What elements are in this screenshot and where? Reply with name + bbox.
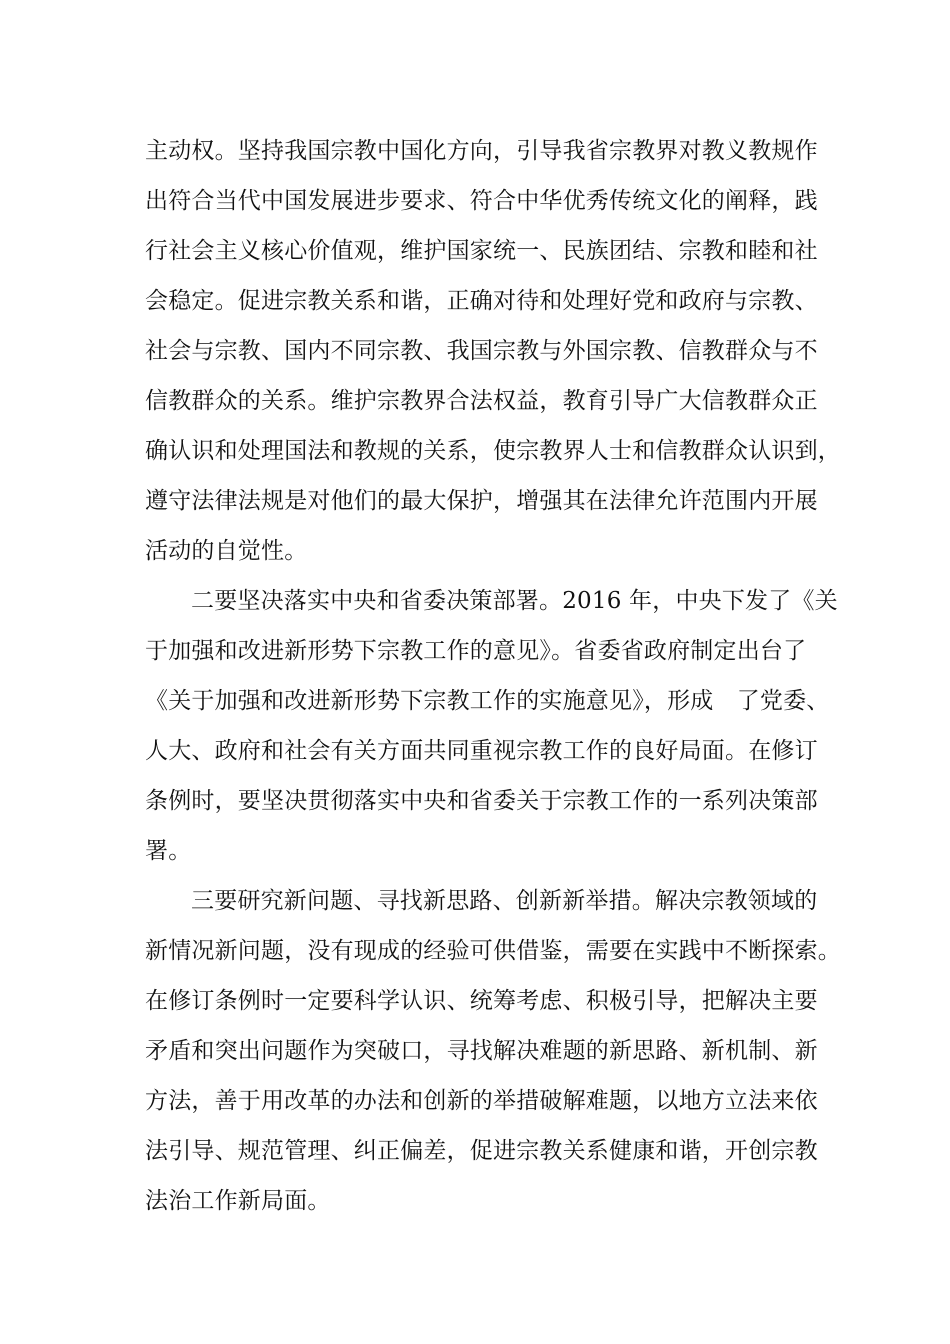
text-line: 活动的自觉性。 [145, 538, 308, 564]
text-line: 署。 [145, 838, 192, 864]
text-line: 确认识和处理国法和教规的关系，使宗教界人士和信教群众认识到， [145, 438, 841, 464]
paragraph-start-line: 二要坚决落实中央和省委决策部署。2016 年，中央下发了《关 [191, 588, 838, 614]
text-line: 出符合当代中国发展进步要求、符合中华优秀传统文化的阐释，践 [145, 188, 818, 214]
text-line: 信教群众的关系。维护宗教界合法权益，教育引导广大信教群众正 [145, 388, 818, 414]
text-line: 人大、政府和社会有关方面共同重视宗教工作的良好局面。在修订 [145, 738, 818, 764]
text-line: 社会与宗教、国内不同宗教、我国宗教与外国宗教、信教群众与不 [145, 338, 818, 364]
text-line: 法引导、规范管理、纠正偏差，促进宗教关系健康和谐，开创宗教 [145, 1138, 818, 1164]
text-line: 法治工作新局面。 [145, 1188, 331, 1214]
text-line: 矛盾和突出问题作为突破口，寻找解决难题的新思路、新机制、新 [145, 1038, 818, 1064]
text-line: 于加强和改进新形势下宗教工作的意见》。省委省政府制定出台了 [145, 638, 807, 664]
paragraph-start-line: 三要研究新问题、寻找新思路、创新新举措。解决宗教领域的 [191, 888, 818, 914]
text-line: 新情况新问题，没有现成的经验可供借鉴，需要在实践中不断探索。 [145, 938, 841, 964]
text-line: 行社会主义核心价值观，维护国家统一、民族团结、宗教和睦和社 [145, 238, 818, 264]
text-line: 方法，善于用改革的办法和创新的举措破解难题，以地方立法来依 [145, 1088, 818, 1114]
text-line: 主动权。坚持我国宗教中国化方向，引导我省宗教界对教义教规作 [145, 138, 818, 164]
text-line: 《关于加强和改进新形势下宗教工作的实施意见》，形成 了党委、 [145, 688, 830, 714]
text-line: 遵守法律法规是对他们的最大保护，增强其在法律允许范围内开展 [145, 488, 818, 514]
text-line: 会稳定。促进宗教关系和谐，正确对待和处理好党和政府与宗教、 [145, 288, 818, 314]
text-line: 条例时，要坚决贯彻落实中央和省委关于宗教工作的一系列决策部 [145, 788, 818, 814]
text-line: 在修订条例时一定要科学认识、统筹考虑、积极引导，把解决主要 [145, 988, 818, 1014]
